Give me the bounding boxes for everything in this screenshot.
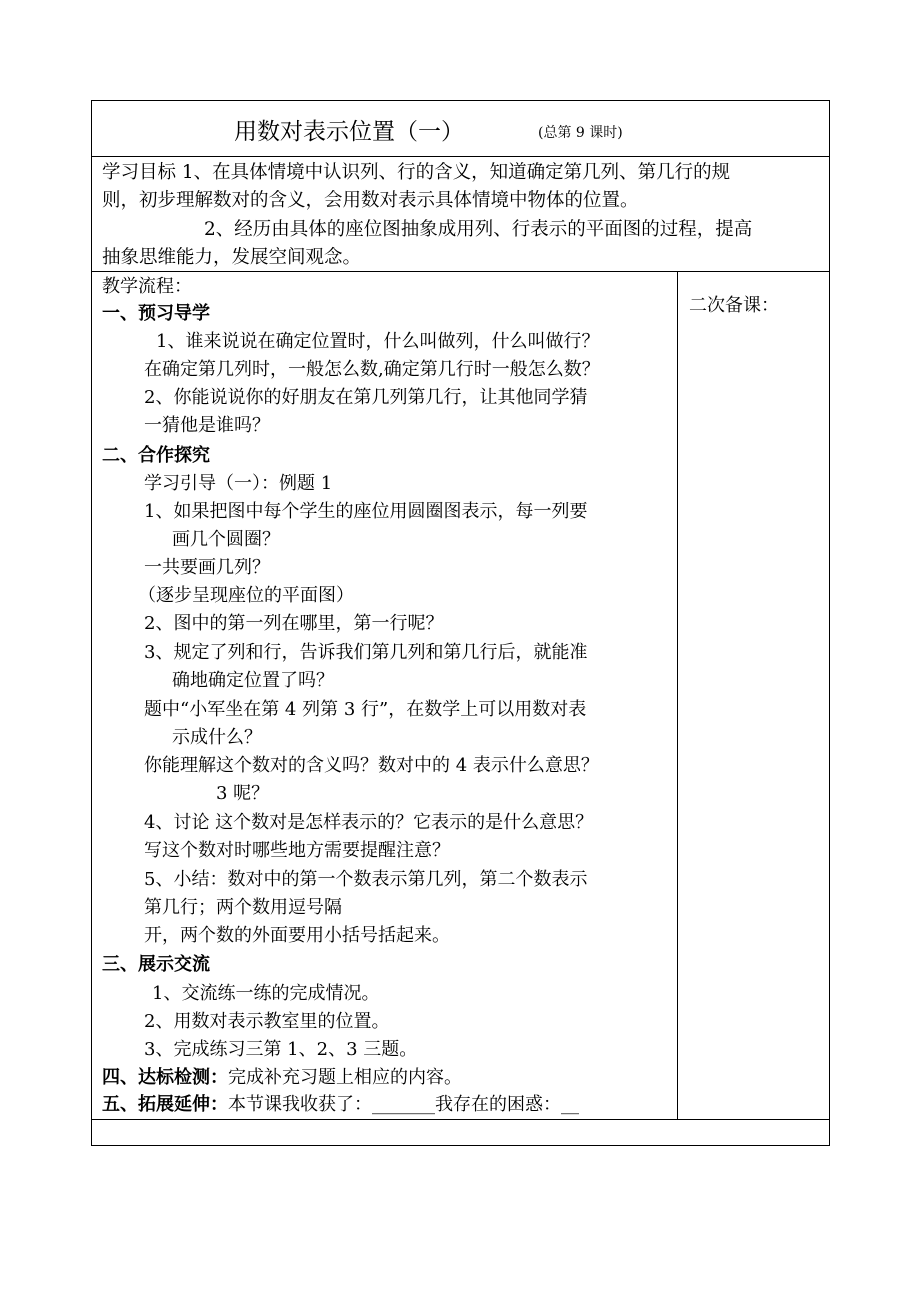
s3-line-3: 3、完成练习三第 1、2、3 三题。 <box>144 1039 418 1060</box>
s2-line-15: 5、小结：数对中的第一个数表示第几列，第二个数表示 <box>144 869 588 890</box>
second-prep-label: 二次备课： <box>689 295 779 316</box>
s2-line-1: 学习引导（一）：例题 1 <box>144 473 333 494</box>
section-3-title: 三、展示交流 <box>102 954 210 975</box>
s1-line-1: 1、谁来说说在确定位置时，什么叫做列，什么叫做行？ <box>156 331 600 352</box>
s3-line-2: 2、用数对表示教室里的位置。 <box>144 1011 390 1032</box>
blank-row <box>92 1119 829 1145</box>
s2-line-16: 第几行；两个数用逗号隔 <box>144 897 342 918</box>
s2-line-12: 3 呢？ <box>216 783 270 804</box>
s2-line-7: 3、规定了列和行，告诉我们第几列和第几行后，就能准 <box>144 642 588 663</box>
s2-line-2: 1、如果把图中每个学生的座位用圆圈图表示，每一列要 <box>144 501 588 522</box>
s2-line-5: （逐步呈现座位的平面图） <box>138 585 354 606</box>
s2-line-17: 开，两个数的外面要用小括号括起来。 <box>144 925 450 946</box>
section-4 <box>102 1065 462 1091</box>
section-4-title: 四、达标检测： <box>102 1067 228 1088</box>
column-divider <box>677 271 678 1119</box>
s2-line-13: 4、讨论 这个数对是怎样表示的？它表示的是什么意思？ <box>144 812 594 833</box>
s2-line-8: 确地确定位置了吗？ <box>172 670 334 691</box>
section-4-text: 完成补充习题上相应的内容。 <box>228 1067 462 1088</box>
section-5-text: 本节课我收获了：_______我存在的困惑：__ <box>228 1094 579 1115</box>
lesson-plan-table <box>91 100 830 1146</box>
s1-line-4: 一猜他是谁吗？ <box>144 415 270 436</box>
goal-line-1: 学习目标 1、在具体情境中认识列、行的含义，知道确定第几列、第几行的规 <box>102 162 731 183</box>
s3-line-1: 1、交流练一练的完成情况。 <box>152 983 380 1004</box>
s2-line-6: 2、图中的第一列在哪里，第一行呢？ <box>144 613 444 634</box>
s2-line-14: 写这个数对时哪些地方需要提醒注意？ <box>144 840 450 861</box>
section-5-title: 五、拓展延伸： <box>102 1094 228 1115</box>
lesson-title: 用数对表示位置（一） <box>234 119 464 145</box>
s2-line-3: 画几个圆圈？ <box>172 529 280 550</box>
section-1-title: 一、预习导学 <box>102 303 210 324</box>
s1-line-3: 2、你能说说你的好朋友在第几列第几行，让其他同学猜 <box>144 387 588 408</box>
s2-line-4: 一共要画几列？ <box>144 557 270 578</box>
goal-line-3: 2、经历由具体的座位图抽象成用列、行表示的平面图的过程，提高 <box>204 219 753 240</box>
goal-line-4: 抽象思维能力，发展空间观念。 <box>102 247 362 268</box>
lesson-number: (总第 9 课时) <box>538 125 623 141</box>
s1-line-2: 在确定第几列时，一般怎么数,确定第几行时一般怎么数？ <box>144 359 600 380</box>
goal-line-2: 则，初步理解数对的含义，会用数对表示具体情境中物体的位置。 <box>102 190 639 211</box>
title-row <box>92 101 829 157</box>
learning-goals-row <box>92 156 829 272</box>
s2-line-11: 你能理解这个数对的含义吗？数对中的 4 表示什么意思？ <box>144 755 599 776</box>
section-5 <box>102 1092 579 1118</box>
flow-label: 教学流程： <box>102 276 192 297</box>
s2-line-9: 题中“小军坐在第 4 列第 3 行”，在数学上可以用数对表 <box>144 699 587 720</box>
teaching-flow-row <box>92 271 829 1120</box>
section-2-title: 二、合作探究 <box>102 445 210 466</box>
s2-line-10: 示成什么？ <box>172 727 262 748</box>
